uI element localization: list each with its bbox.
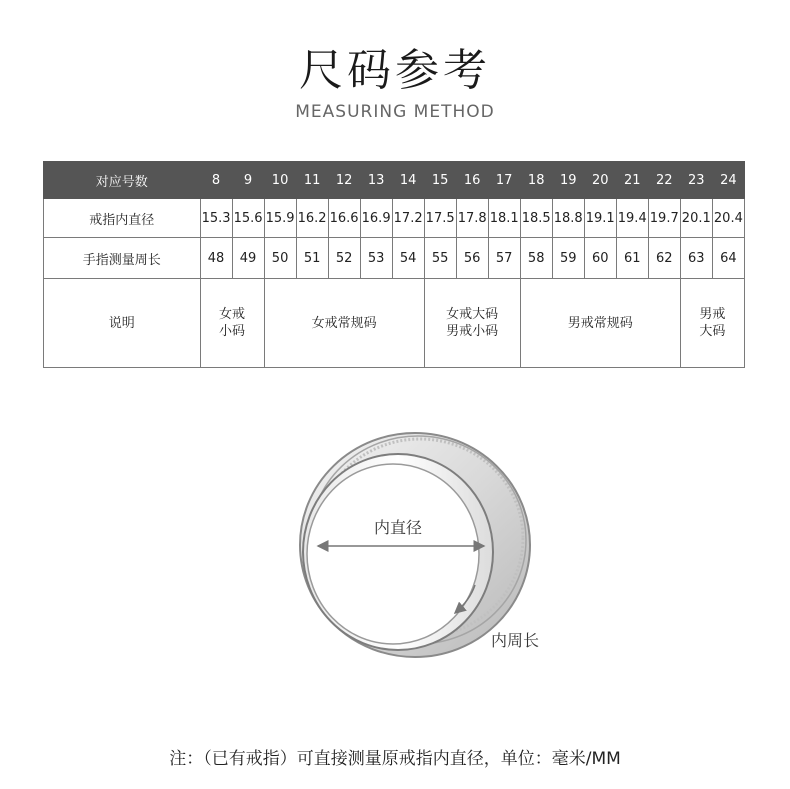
circumference-cell: 49 [232, 238, 264, 279]
note-cell-men-large [680, 279, 744, 368]
note-line: 男戒 [699, 307, 726, 322]
diameter-cell: 17.5 [424, 199, 456, 238]
diameter-cell: 15.6 [232, 199, 264, 238]
size-cell: 21 [616, 162, 648, 199]
diameter-cell: 20.4 [712, 199, 744, 238]
size-cell: 14 [392, 162, 424, 199]
notes-label: 说明 [44, 279, 201, 368]
ring-diagram [270, 420, 540, 680]
note-line: 女戒大码 [446, 307, 499, 322]
circumference-cell: 59 [552, 238, 584, 279]
notes-row [44, 279, 745, 368]
circumference-cell: 61 [616, 238, 648, 279]
circumference-cell: 53 [360, 238, 392, 279]
size-cell: 10 [264, 162, 296, 199]
size-cell: 16 [456, 162, 488, 199]
circumference-cell: 58 [520, 238, 552, 279]
size-cell: 11 [296, 162, 328, 199]
diameter-row [44, 199, 745, 238]
size-cell: 12 [328, 162, 360, 199]
ring-inner-opening [307, 464, 479, 644]
circumference-cell: 52 [328, 238, 360, 279]
diameter-cell: 19.4 [616, 199, 648, 238]
note-line: 男戒常规码 [567, 315, 633, 331]
circumference-cell: 48 [200, 238, 232, 279]
circumference-cell: 62 [648, 238, 680, 279]
note-cell-women-large-men-small [424, 279, 520, 368]
diameter-cell: 18.5 [520, 199, 552, 238]
size-table [43, 161, 745, 368]
size-cell: 9 [232, 162, 264, 199]
diameter-cell: 16.2 [296, 199, 328, 238]
diameter-cell: 20.1 [680, 199, 712, 238]
size-cell: 8 [200, 162, 232, 199]
footnote: 注：（已有戒指）可直接测量原戒指内直径，单位：毫米/MM [169, 749, 621, 769]
size-cell: 13 [360, 162, 392, 199]
diameter-cell: 19.1 [584, 199, 616, 238]
circumference-cell: 63 [680, 238, 712, 279]
size-cell: 24 [712, 162, 744, 199]
diameter-cell: 16.9 [360, 199, 392, 238]
diameter-cell: 18.8 [552, 199, 584, 238]
circumference-cell: 55 [424, 238, 456, 279]
note-line: 男戒小码 [446, 324, 499, 339]
note-cell-men-regular [520, 279, 680, 368]
circumference-cell: 50 [264, 238, 296, 279]
size-cell: 17 [488, 162, 520, 199]
note-line: 大码 [699, 324, 726, 339]
diameter-cell: 15.9 [264, 199, 296, 238]
size-cell: 22 [648, 162, 680, 199]
size-header-row [44, 162, 745, 199]
inner-diameter-label: 内直径 [373, 518, 423, 537]
diameter-label: 戒指内直径 [44, 199, 201, 238]
page-title: 尺码参考 [299, 45, 491, 96]
note-line: 女戒常规码 [311, 315, 377, 331]
circumference-cell: 56 [456, 238, 488, 279]
circumference-label: 手指测量周长 [44, 238, 201, 279]
size-cell: 23 [680, 162, 712, 199]
circumference-cell: 60 [584, 238, 616, 279]
size-cell: 18 [520, 162, 552, 199]
note-cell-women-regular [264, 279, 424, 368]
note-cell-women-small [200, 279, 264, 368]
circumference-cell: 57 [488, 238, 520, 279]
diameter-cell: 19.7 [648, 199, 680, 238]
ring-illustration [270, 420, 540, 680]
circumference-cell: 64 [712, 238, 744, 279]
size-cell: 15 [424, 162, 456, 199]
diameter-cell: 18.1 [488, 199, 520, 238]
size-cell: 19 [552, 162, 584, 199]
circumference-cell: 51 [296, 238, 328, 279]
diameter-cell: 15.3 [200, 199, 232, 238]
size-cell: 20 [584, 162, 616, 199]
page-subtitle: MEASURING METHOD [295, 102, 495, 122]
circumference-row [44, 238, 745, 279]
size-header-label: 对应号数 [44, 162, 201, 199]
note-line: 小码 [219, 324, 246, 339]
note-line: 女戒 [219, 307, 246, 322]
diameter-cell: 17.2 [392, 199, 424, 238]
inner-circumference-label: 内周长 [490, 631, 540, 650]
diameter-cell: 16.6 [328, 199, 360, 238]
circumference-cell: 54 [392, 238, 424, 279]
diameter-cell: 17.8 [456, 199, 488, 238]
